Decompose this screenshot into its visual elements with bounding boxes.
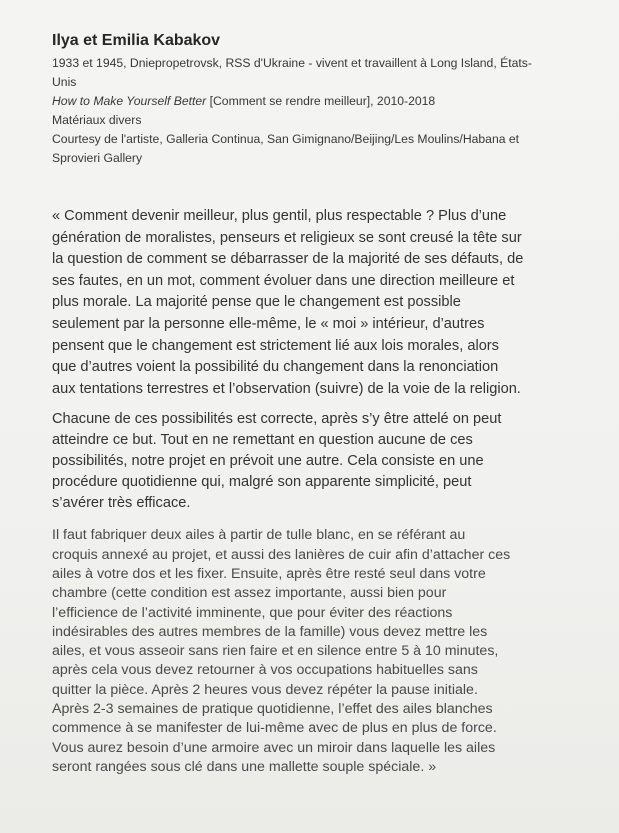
text-line: ailes à votre dos et les fixer. Ensuite, après être resté seul dans votre xyxy=(52,565,486,582)
work-title: How to Make Yourself Better xyxy=(52,94,207,108)
bio-line: 1933 et 1945, Dniepropetrovsk, RSS d'Ukraine - vivent et travaillent à Long Island, États- xyxy=(52,56,532,70)
credit-line: Sprovieri Gallery xyxy=(52,151,143,165)
text-line: commence à se manifester de lui-même avec de plus en plus de force. xyxy=(52,720,497,737)
text-line: atteindre ce but. Tout en ne remettant en question aucune de ces xyxy=(52,432,473,449)
text-line: seront rangées sous clé dans une mallette souple spéciale. » xyxy=(52,758,437,775)
text-line: Après 2-3 semaines de pratique quotidienne, l’effet des ailes blanches xyxy=(52,701,493,718)
text-line: après cela vous devez retourner à vos occupations habituelles sans xyxy=(52,662,478,679)
work-subtitle: [Comment se rendre meilleur], 2010-2018 xyxy=(206,94,436,108)
quote-text xyxy=(52,206,612,777)
text-line: procédure quotidienne qui, malgré son apparente simplicité, peut xyxy=(52,474,472,491)
paragraph-3 xyxy=(52,526,612,777)
text-line: croquis annexé au projet, et aussi des lanières de cuir afin d’attacher ces xyxy=(52,546,511,563)
artist-bio xyxy=(52,54,592,92)
text-line: l’efficience de l’activité imminente, que pour éviter des réactions xyxy=(52,604,453,621)
text-line: ses fautes, en un mot, comment évoluer dans une direction meilleure et xyxy=(52,272,515,289)
text-line: la question de comment se débarrasser de la majorité de ses défauts, de xyxy=(52,251,524,268)
text-line: Vous aurez besoin d’une armoire avec un miroir dans laquelle les ailes xyxy=(52,739,496,756)
text-line: ailes, et vous asseoir sans rien faire et en silence entre 5 à 10 minutes, xyxy=(52,643,499,660)
materials: Matériaux divers xyxy=(52,113,142,127)
text-line: aux tentations terrestres et l’observation (suivre) de la voie de la religion. xyxy=(52,380,521,397)
text-line: plus morale. La majorité pense que le changement est possible xyxy=(52,294,461,311)
text-line: possibilités, notre projet en prévoit une autre. Cela consiste en une xyxy=(52,453,484,470)
text-line: « Comment devenir meilleur, plus gentil, plus respectable ? Plus d’une xyxy=(52,208,507,224)
work-title-line xyxy=(52,92,592,111)
text-line: que d’autres voient la possibilité du changement dans la renonciation xyxy=(52,359,499,376)
text-line: pensent que le changement est strictement lié aux lois morales, alors xyxy=(52,337,499,354)
text-line: Il faut fabriquer deux ailes à partir de tulle blanc, en se référant au xyxy=(52,527,466,544)
work-info xyxy=(52,92,592,168)
text-line: s’avérer très efficace. xyxy=(52,495,191,512)
artist-name: Ilya et Emilia Kabakov xyxy=(52,32,221,49)
text-line: Chacune de ces possibilités est correcte, après s’y être attelé on peut xyxy=(52,411,502,428)
text-line: chambre (cette condition est assez importante, aussi bien pour xyxy=(52,585,447,602)
credit-line: Courtesy de l'artiste, Galleria Continua, San Gimignano/Beijing/Les Moulins/Habana et xyxy=(52,132,520,146)
text-line: indésirables des autres membres de la famille) vous devez mettre les xyxy=(52,623,488,640)
text-line: génération de moralistes, penseurs et religieux se sont creusé la tête sur xyxy=(52,229,522,246)
paragraph-2 xyxy=(52,409,612,514)
text-line: seulement par la personne elle-même, le « moi » intérieur, d’autres xyxy=(52,315,485,332)
paragraph-1 xyxy=(52,206,612,400)
text-line: quitter la pièce. Après 2 heures vous devez répéter la pause initiale. xyxy=(52,681,478,698)
artwork-label xyxy=(52,32,592,168)
bio-line: Unis xyxy=(52,75,77,89)
